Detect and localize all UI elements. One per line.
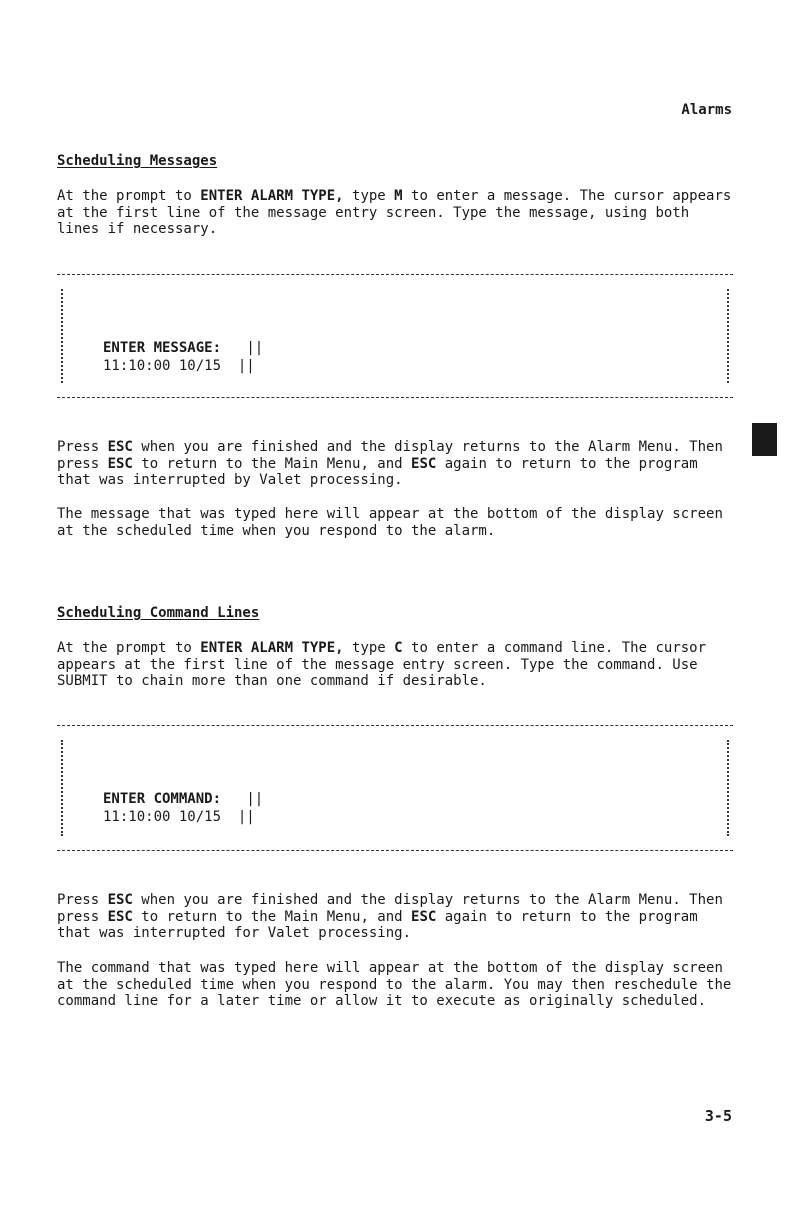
entry-field[interactable]: || xyxy=(246,340,264,356)
prompt-line xyxy=(103,339,264,357)
time-line xyxy=(103,808,264,826)
command-entry-screen xyxy=(57,725,733,851)
entry-field[interactable]: || xyxy=(246,791,264,807)
section1-para1: Press ESC when you are finished and the display returns to the Alarm Menu. Then press ESC to return to the Main Menu, and ESC again to return to the program that was interrupted by Valet processing. xyxy=(57,439,723,488)
message-entry-screen xyxy=(57,274,733,398)
section2-para2: The command that was typed here will appear at the bottom of the display screen at the scheduled time when you respond to the alarm. You may then reschedule the command line for a later time or allow it to execute as originally scheduled. xyxy=(57,960,732,1009)
prompt-label: ENTER MESSAGE: xyxy=(103,340,222,356)
page-number: 3-5 xyxy=(704,1107,732,1125)
prompt-line xyxy=(103,790,264,808)
section2-intro: At the prompt to ENTER ALARM TYPE, type C to enter a command line. The cursor appears at the first line of the message entry screen. Type the command. Use SUBMIT to chain more than one command if desirable. xyxy=(57,640,707,689)
section1-para2: The message that was typed here will appear at the bottom of the display screen at the scheduled time when you respond to the alarm. xyxy=(57,506,723,539)
section-heading-messages: Scheduling Messages xyxy=(57,153,218,169)
time-stamp: 11:10:00 10/15 xyxy=(103,809,222,825)
section1-intro: At the prompt to ENTER ALARM TYPE, type M to enter a message. The cursor appears at the first line of the message entry screen. Type the message, using both lines if necessary. xyxy=(57,188,732,237)
section-heading-command-lines: Scheduling Command Lines xyxy=(57,605,260,621)
running-head: Alarms xyxy=(681,102,732,118)
time-stamp: 11:10:00 10/15 xyxy=(103,358,222,374)
entry-field-2[interactable]: || xyxy=(237,809,255,825)
time-line xyxy=(103,357,264,375)
entry-field-2[interactable]: || xyxy=(237,358,255,374)
section2-para1: Press ESC when you are finished and the display returns to the Alarm Menu. Then press ESC to return to the Main Menu, and ESC again to return to the program that was interrupted for Valet processing. xyxy=(57,892,723,941)
chapter-tab-marker xyxy=(752,423,777,456)
prompt-label: ENTER COMMAND: xyxy=(103,791,222,807)
